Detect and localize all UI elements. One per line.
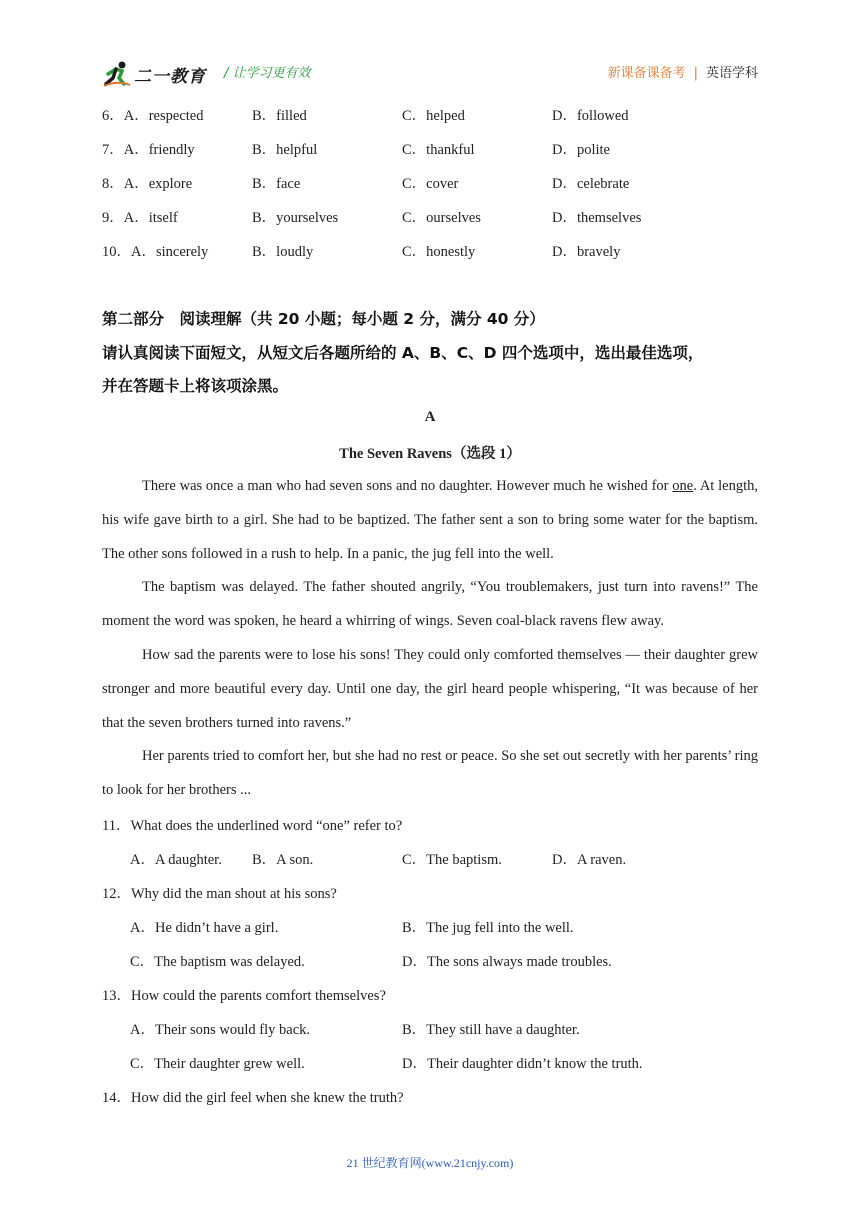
logo-text: 二一教育 [134, 66, 206, 87]
passage-title: The Seven Ravens（选段 1） [339, 446, 521, 462]
question-11: 11．What does the underlined word “one” refer to? [102, 818, 403, 834]
q13-option-b: B．They still have a daughter. [402, 1022, 580, 1038]
option-a: 9．A．itself [102, 210, 178, 226]
header-subject: 英语学科 [705, 66, 758, 81]
footer-source: 21 世纪教育网(www.21cnjy.com) [346, 1156, 514, 1170]
option-d: D．celebrate [552, 176, 630, 192]
option-a: 10．A．sincerely [102, 244, 209, 260]
section-instructions-cont: 并在答题卡上将该项涂黑。 [102, 377, 289, 395]
q13-option-d: D．Their daughter didn’t know the truth. [402, 1056, 643, 1072]
option-d: D．themselves [552, 210, 642, 226]
header-course: 新课备课备考 [607, 66, 686, 81]
page-header [102, 52, 758, 92]
paragraph-2: The baptism was delayed. The father shouted angrily, “You troublemakers, just turn into ravens!” The moment the word was spoken, he heard a whirring of wings. Seven coal-black ravens flew away. [102, 579, 758, 629]
section-title: 第二部分 阅读理解（共 20 小题；每小题 2 分，满分 40 分） [102, 310, 545, 328]
option-c: C．ourselves [402, 210, 481, 226]
q12-option-a: A．He didn’t have a girl. [130, 920, 279, 936]
q12-option-c: C．The baptism was delayed. [130, 954, 305, 970]
option-b: B．yourselves [252, 210, 339, 226]
underlined-word: one [672, 478, 694, 494]
question-14: 14．How did the girl feel when she knew the truth? [102, 1090, 404, 1106]
q11-option-c: C．The baptism. [402, 852, 502, 868]
option-b: B．loudly [252, 244, 314, 260]
option-a: 6．A．respected [102, 108, 204, 124]
question-13: 13．How could the parents comfort themselves? [102, 988, 386, 1004]
header-right [608, 62, 758, 81]
option-c: C．helped [402, 108, 465, 124]
question-12: 12．Why did the man shout at his sons? [102, 886, 337, 902]
q11-option-b: B．A son. [252, 852, 314, 868]
q13-option-c: C．Their daughter grew well. [130, 1056, 305, 1072]
runner-logo-icon [102, 60, 132, 88]
q11-option-a: A．A daughter. [130, 852, 222, 868]
logo [102, 58, 206, 90]
option-a: 7．A．friendly [102, 142, 195, 158]
option-b: B．filled [252, 108, 307, 124]
option-d: D．followed [552, 108, 629, 124]
option-b: B．face [252, 176, 301, 192]
option-a: 8．A．explore [102, 176, 193, 192]
paragraph-4: Her parents tried to comfort her, but she had no rest or peace. So she set out secretly with her parents’ ring to look for her brothers ... [102, 748, 758, 798]
header-separator: | [693, 66, 698, 81]
option-c: C．thankful [402, 142, 475, 158]
q11-option-d: D．A raven. [552, 852, 627, 868]
option-b: B．helpful [252, 142, 318, 158]
q12-option-b: B．The jug fell into the well. [402, 920, 574, 936]
option-d: D．polite [552, 142, 610, 158]
slogan: / 让学习更有效 [224, 66, 311, 81]
q13-option-a: A．Their sons would fly back. [130, 1022, 311, 1038]
paragraph-3: How sad the parents were to lose his sons! They could only comforted themselves — their daughter grew stronger and more beautiful every day. Until one day, the girl heard people whispering, “It was because of her that the seven brothers turned into ravens.” [102, 647, 758, 731]
q12-option-d: D．The sons always made troubles. [402, 954, 612, 970]
option-c: C．honestly [402, 244, 476, 260]
paragraph-1: There was once a man who had seven sons and no daughter. However much he wished for one. At length, his wife gave birth to a girl. She had to be baptized. The father sent a son to bring some water for the baptism. The other sons followed in a rush to help. In a panic, the jug fell into the well. [102, 478, 758, 562]
passage-letter: A [424, 409, 436, 425]
option-d: D．bravely [552, 244, 621, 260]
option-c: C．cover [402, 176, 459, 192]
section-instructions: 请认真阅读下面短文，从短文后各题所给的 A、B、C、D 四个选项中，选出最佳选项， [102, 344, 704, 362]
